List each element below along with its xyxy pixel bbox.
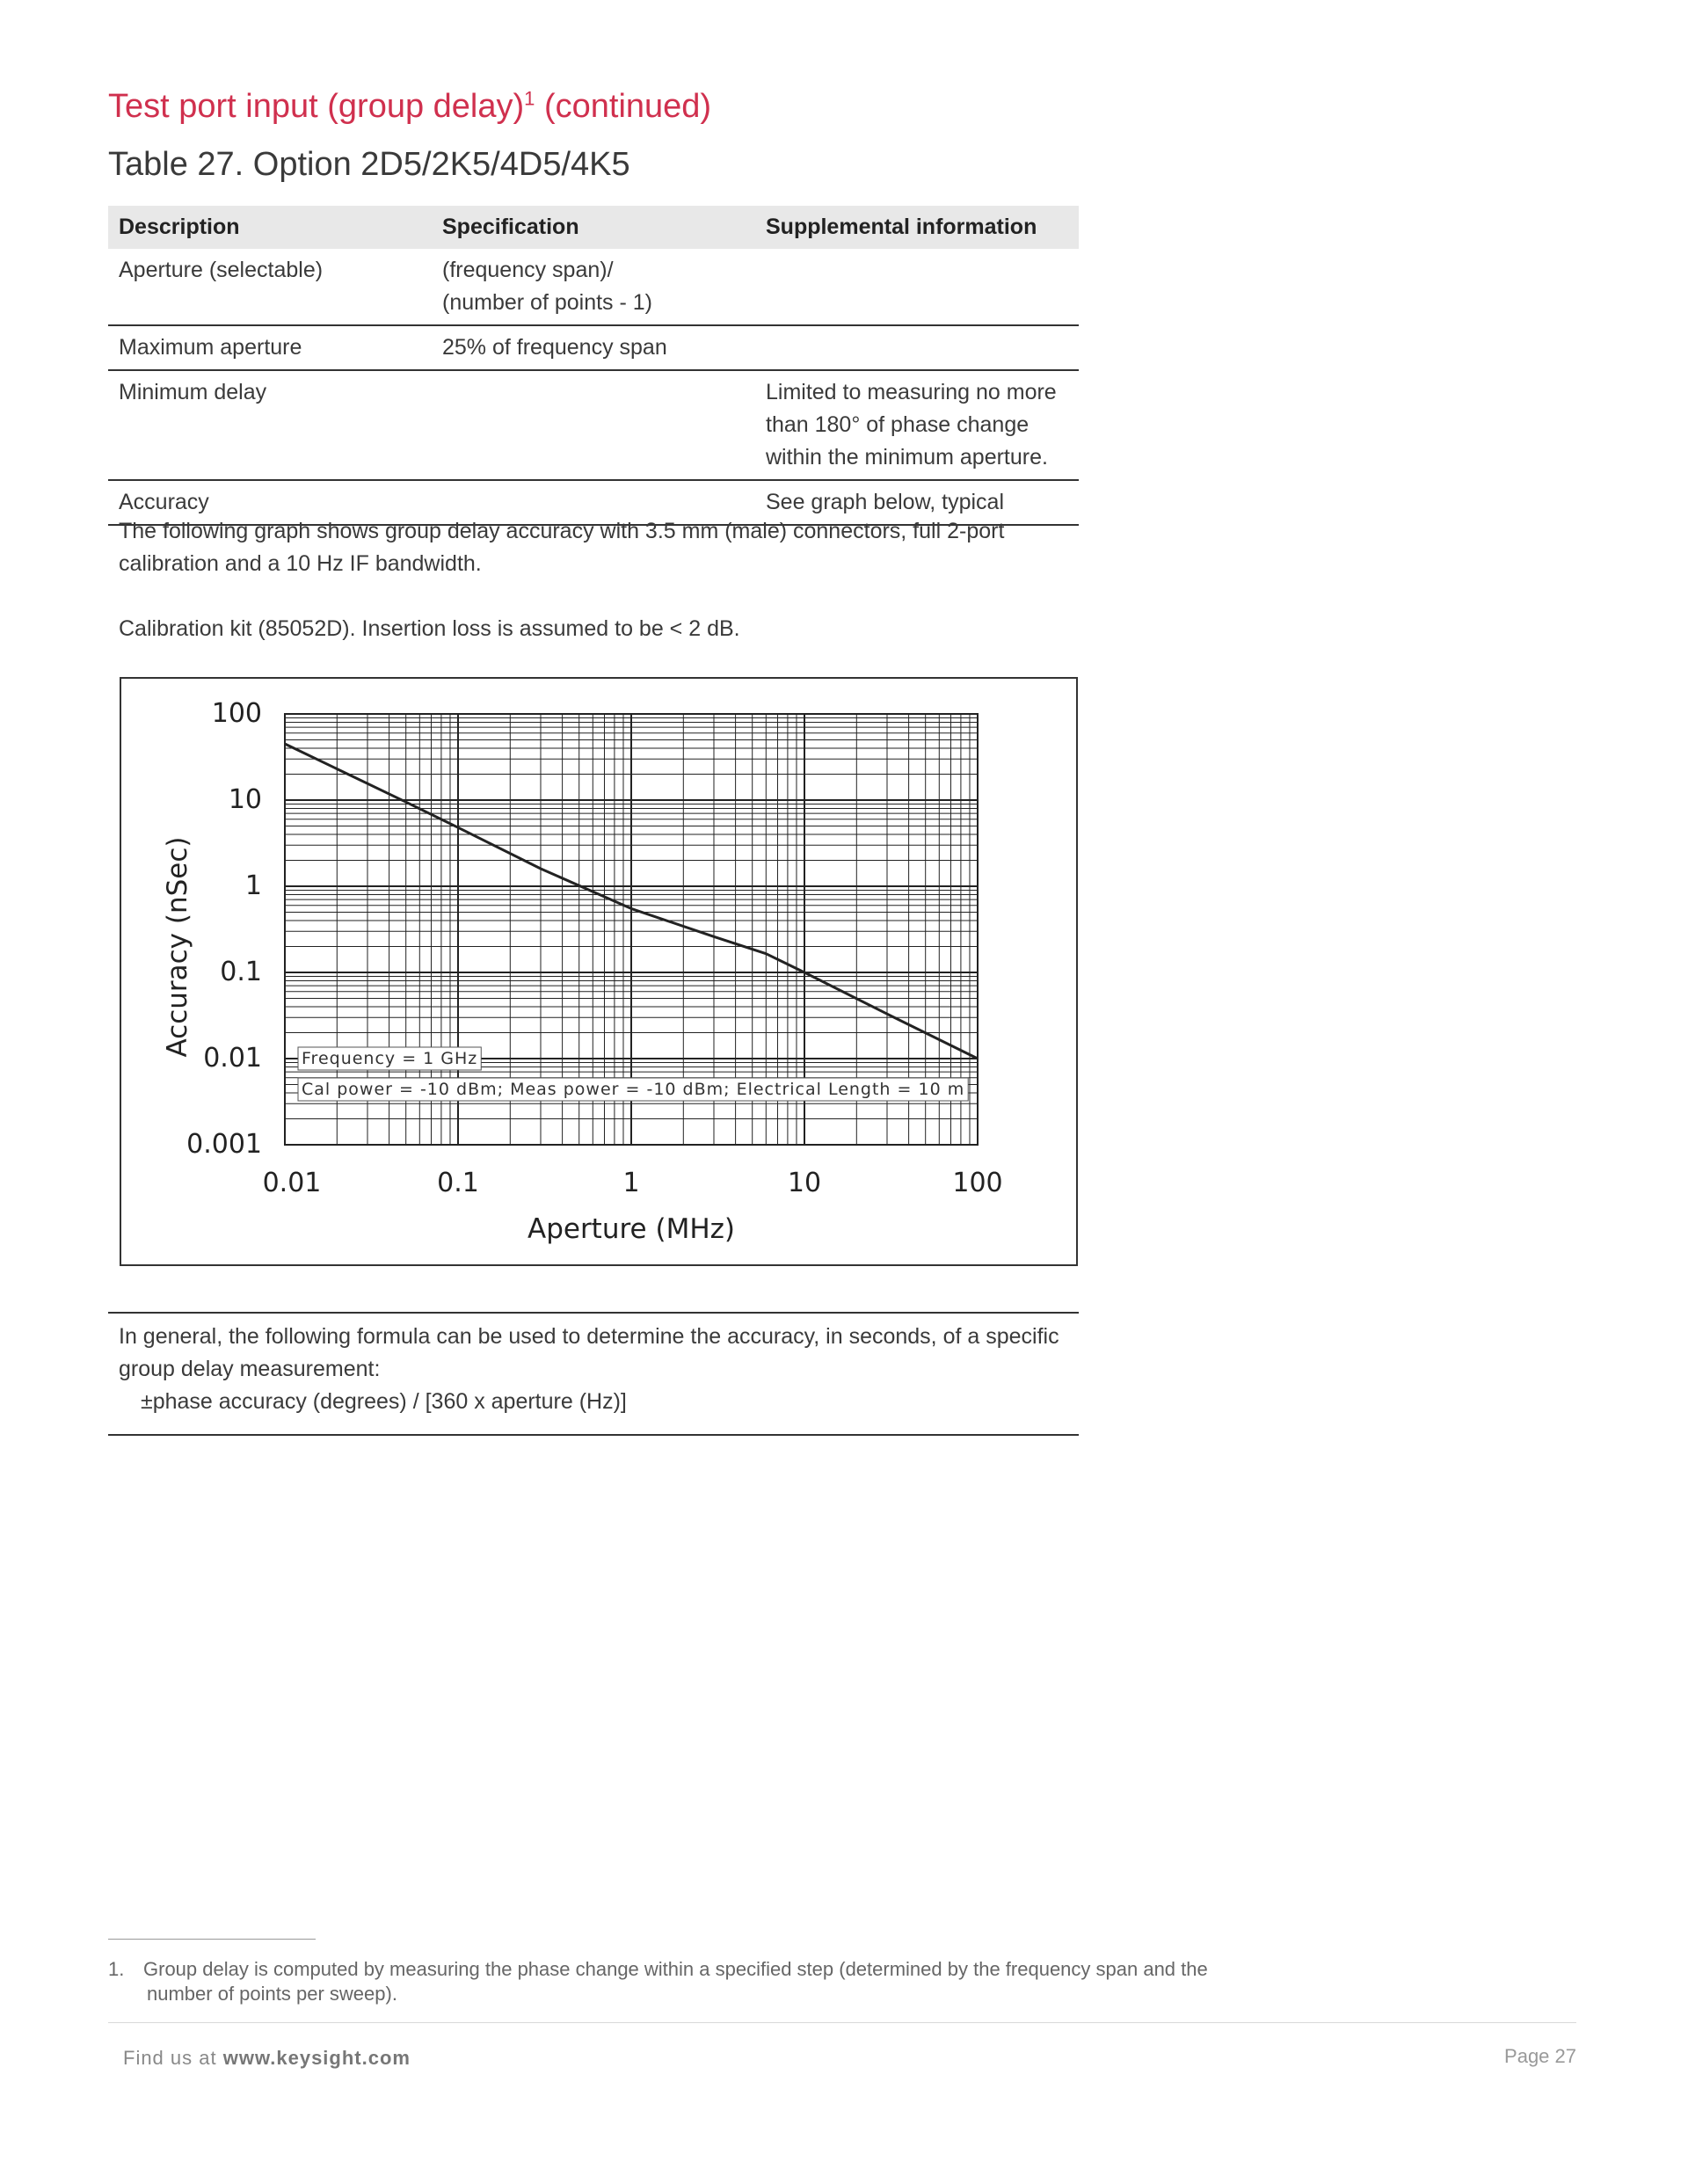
website-link[interactable]: www.keysight.com xyxy=(222,2047,411,2069)
find-us xyxy=(123,2047,411,2070)
cell-supplemental: See graph below, typical xyxy=(755,480,1079,525)
footnote-line: Group delay is computed by measuring the phase change within a specified step (determined by the frequency span and the xyxy=(143,1958,1208,1980)
spec-line: (frequency span)/ xyxy=(442,258,614,282)
formula-line: group delay measurement: xyxy=(119,1357,381,1381)
note-line: The following graph shows group delay accuracy with 3.5 mm (male) connectors, full 2-port xyxy=(119,519,1005,543)
cell-description: Aperture (selectable) xyxy=(108,249,432,325)
spec-table xyxy=(108,206,1079,526)
cell-specification: 25% of frequency span xyxy=(432,325,755,370)
group-delay-chart xyxy=(120,677,1078,1266)
x-tick-label: 1 xyxy=(622,1168,640,1198)
supp-line: than 180° of phase change xyxy=(766,412,1030,437)
table-row xyxy=(108,325,1079,370)
cell-specification xyxy=(432,370,755,480)
y-tick-label: 10 xyxy=(228,784,262,815)
y-axis-label: Accuracy (nSec) xyxy=(162,836,193,1058)
heading-suffix: (continued) xyxy=(535,88,712,125)
x-axis-label: Aperture (MHz) xyxy=(527,1213,736,1245)
cell-specification xyxy=(432,249,755,325)
cell-supplemental xyxy=(755,249,1079,325)
footnote-divider xyxy=(108,1939,316,1940)
y-tick-label: 0.01 xyxy=(203,1043,262,1074)
graph-notes xyxy=(108,515,1079,645)
footer-divider xyxy=(108,2022,1576,2023)
formula-expression: ±phase accuracy (degrees) / [360 x aperture (Hz)] xyxy=(141,1389,627,1414)
y-tick-label: 0.001 xyxy=(186,1129,262,1160)
footnote-number: 1. xyxy=(108,1958,125,1980)
table-row xyxy=(108,370,1079,480)
x-tick-label: 0.01 xyxy=(262,1168,322,1198)
x-tick-label: 0.1 xyxy=(437,1168,479,1198)
cell-description: Minimum delay xyxy=(108,370,432,480)
y-tick-label: 1 xyxy=(244,870,262,901)
table-title: Table 27. Option 2D5/2K5/4D5/4K5 xyxy=(108,146,630,183)
note-line: calibration and a 10 Hz IF bandwidth. xyxy=(119,551,482,576)
cell-supplemental xyxy=(755,325,1079,370)
table-row xyxy=(108,249,1079,325)
cell-description: Accuracy xyxy=(108,480,432,525)
y-tick-label: 0.1 xyxy=(220,957,262,987)
heading-text: Test port input (group delay) xyxy=(108,88,525,125)
footnote-line: number of points per sweep). xyxy=(147,1983,397,2005)
header-supplemental: Supplemental information xyxy=(755,206,1079,249)
supp-line: Limited to measuring no more xyxy=(766,380,1057,404)
formula-block xyxy=(108,1312,1079,1436)
footnote xyxy=(108,1957,1339,2006)
header-description: Description xyxy=(108,206,432,249)
footnote-ref[interactable]: 1 xyxy=(524,87,535,110)
y-tick-label: 100 xyxy=(211,698,262,729)
section-heading xyxy=(108,88,711,126)
chart-svg xyxy=(121,679,1076,1264)
cell-description: Maximum aperture xyxy=(108,325,432,370)
page-number: Page 27 xyxy=(1504,2045,1576,2067)
x-tick-label: 100 xyxy=(952,1168,1003,1198)
chart-annotation: Frequency = 1 GHz xyxy=(302,1049,478,1068)
header-specification: Specification xyxy=(432,206,755,249)
supp-line: within the minimum aperture. xyxy=(766,445,1048,470)
table-header-row xyxy=(108,206,1079,249)
cell-supplemental xyxy=(755,370,1079,480)
spec-line: (number of points - 1) xyxy=(442,290,652,315)
formula-line: In general, the following formula can be used to determine the accuracy, in seconds, of a specific xyxy=(119,1324,1059,1349)
note-line: Calibration kit (85052D). Insertion loss is assumed to be < 2 dB. xyxy=(119,616,740,641)
find-us-label: Find us at xyxy=(123,2047,217,2069)
x-tick-label: 10 xyxy=(787,1168,822,1198)
chart-annotation: Cal power = -10 dBm; Meas power = -10 dBm; Electrical Length = 10 m xyxy=(302,1080,965,1099)
